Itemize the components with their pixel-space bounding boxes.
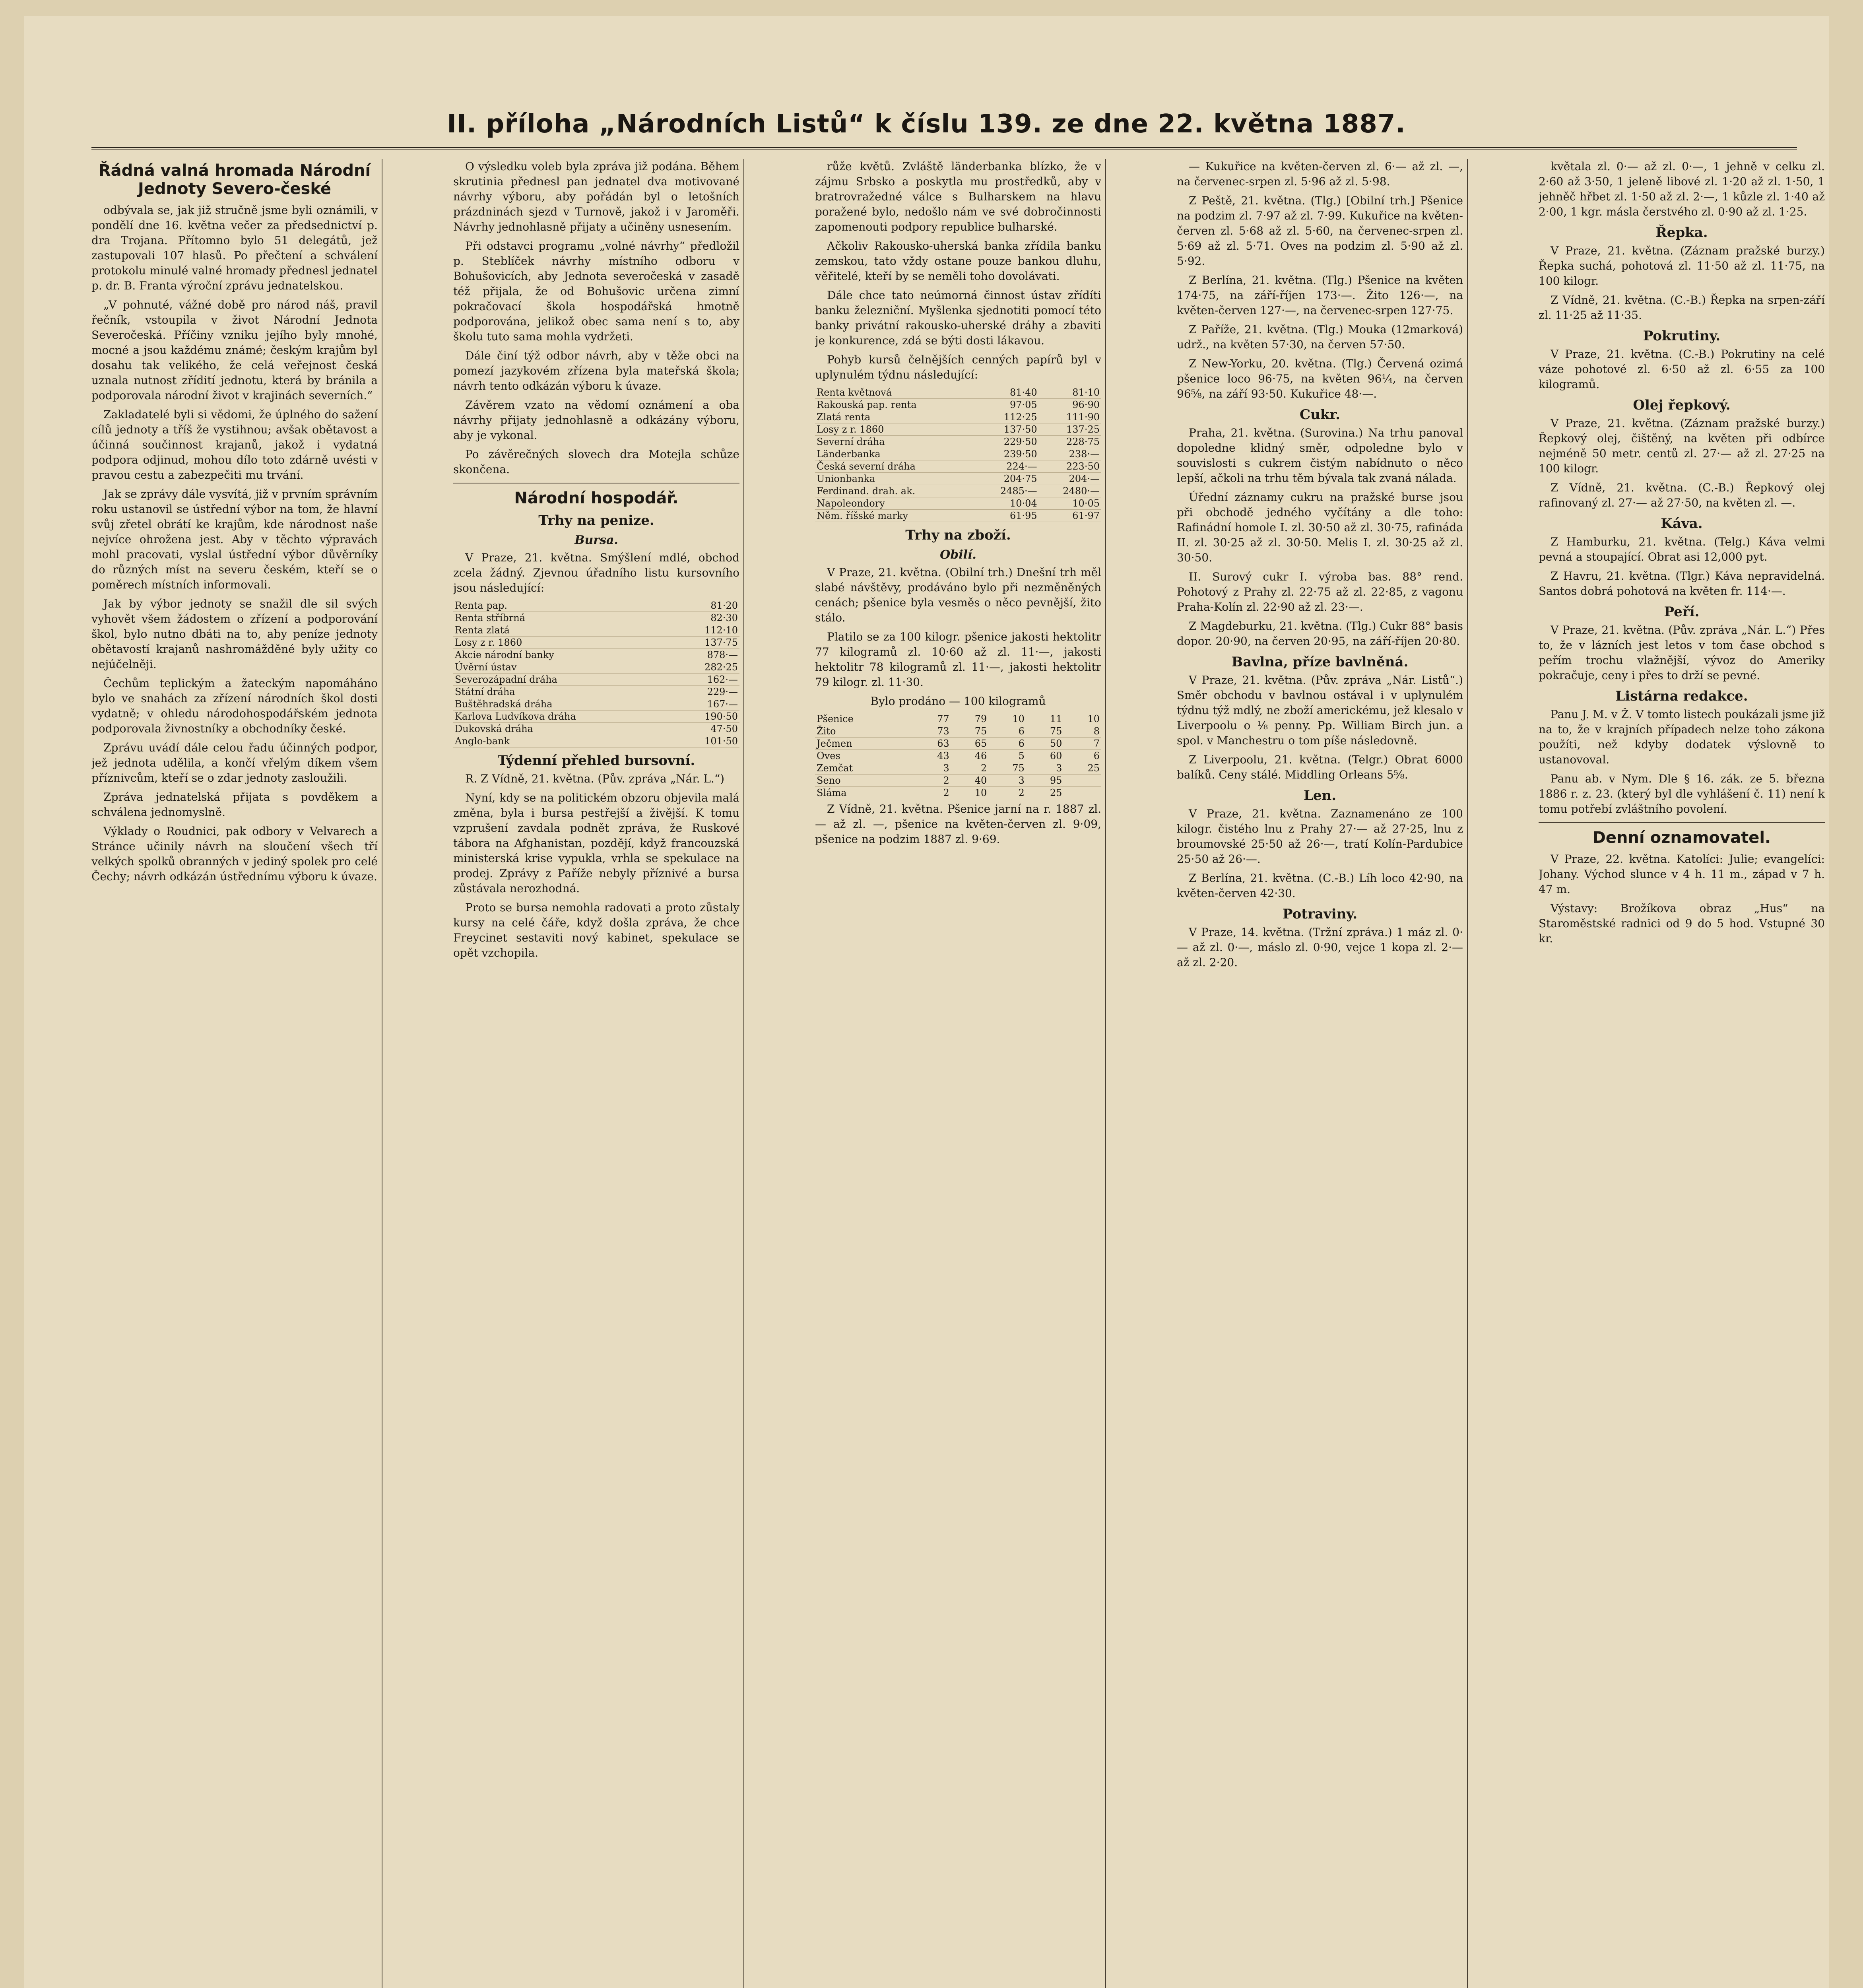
table-caption: Bylo prodáno — 100 kilogramů	[870, 695, 1046, 708]
table-row: Buštěhradská dráha 167·—	[453, 698, 739, 711]
paragraph: Z Magdeburku, 21. května. (Tlg.) Cukr 88° basis dopor. 20·90, na červen 20·95, na září-říjen 20·80.	[1177, 619, 1463, 648]
section-heading: Olej řepkový.	[1633, 397, 1731, 413]
paragraph: V Praze, 21. května. (Obilní trh.) Dnešní trh měl slabé návštěvy, prodáváno bylo při nezměněných cenách; pšenice byla vesměs o něco pevnější, žito stálo.	[815, 566, 1101, 624]
table-row: Ferdinand. drah. ak. 2485·— 2480·—	[815, 485, 1101, 497]
paragraph: Z New-Yorku, 20. května. (Tlg.) Červená ozimá pšenice loco 96·75, na květen 96¼, na červen 96⅝, na září 93·50. Kukuřice 48·—.	[1177, 357, 1463, 400]
paragraph: Jak se zprávy dále vysvítá, již v prvním správním roku ustanovil se ústřední výbor na tom, že hlavní svůj zřetel obrátí ke krajům, kde národnost naše nejvíce ohrožena jest. Aby v těchto výpravách mohl pracovati, vyslal ústřední výbor důvěrníky do různých míst na severu českém, kteří se o poměrech místních informovali.	[91, 487, 378, 591]
paragraph: „V pohnuté, vážné době pro národ náš, pravil řečník, vstoupila v život Národní Jednota Severočeská. Příčiny vzniku jejího byly mnohé, mocné a jsou každému známé; českým krajům byl dosahu tak velikého, že celá veřejnost česká uznala nutnost zřídití jednotu, která by bránila a podporovala národní život v krajinách severních.“	[91, 298, 378, 402]
section-heading: Bavlna, příze bavlněná.	[1231, 654, 1409, 670]
grain-table	[815, 713, 1101, 799]
table-row: Anglo-bank 101·50	[453, 735, 739, 747]
paragraph: Z Vídně, 21. května. Pšenice jarní na r. 1887 zl. — až zl. —, pšenice na květen-červen zl. 9·09, pšenice na podzim 1887 zl. 9·69.	[815, 802, 1101, 846]
section-heading: Cukr.	[1300, 407, 1340, 423]
column-2	[453, 159, 739, 1988]
paragraph: Pohyb kursů čelnějších cenných papírů byl v uplynulém týdnu následující:	[815, 353, 1101, 381]
paragraph: Platilo se za 100 kilogr. pšenice jakosti hektolitr 77 kilogramů zl. 10·60 až zl. 11·—, jakosti hektolitr 78 kilogramů zl. 11·—, jakosti hektolitr 79 kilogr. zl. 11·30.	[815, 630, 1101, 689]
table-row: Severní dráha 229·50 228·75	[815, 436, 1101, 448]
table-row: Úvěrní ústav 282·25	[453, 661, 739, 674]
paragraph: Panu J. M. v Ž. V tomto listech poukázali jsme již na to, že v krajních případech nelze toho zákona použíti, než kdyby dodatek výslovně to ustanovoval.	[1539, 708, 1825, 766]
masthead	[24, 16, 1829, 147]
table-row: Zemčat 3 2 75 3 25	[815, 762, 1101, 775]
table-row: Česká severní dráha 224·— 223·50	[815, 460, 1101, 473]
paragraph: R. Z Vídně, 21. května. (Pův. zpráva „Nár. L.“)	[465, 772, 725, 785]
paragraph: II. Surový cukr I. výroba bas. 88° rend. Pohotový z Prahy zl. 22·75 až zl. 22·85, z vagonu Praha-Kolín zl. 22·90 až zl. 23·—.	[1177, 570, 1463, 613]
section-heading: Potraviny.	[1282, 906, 1358, 922]
subheading: Týdenní přehled bursovní.	[497, 753, 695, 769]
table-row: Renta zlatá 112·10	[453, 624, 739, 637]
paragraph: Z Paříže, 21. května. (Tlg.) Mouka (12marková) udrž., na květen 57·30, na červen 57·50.	[1177, 323, 1463, 351]
table-row: Ječmen 63 65 6 50 7	[815, 738, 1101, 750]
table-row: Karlova Ludvíkova dráha 190·50	[453, 711, 739, 723]
table-row: Oves 43 46 5 60 6	[815, 750, 1101, 762]
paragraph: Z Berlína, 21. května. (Tlg.) Pšenice na květen 174·75, na září-říjen 173·—. Žito 126·—, na květen-červen 127·—, na červenec-srpen 127·75.	[1177, 274, 1463, 317]
paragraph: Panu ab. v Nym. Dle § 16. zák. ze 5. března 1886 r. z. 23. (který byl dle vyhlášení č. 11) není k tomu potřebí zvláštního povolení.	[1539, 772, 1825, 815]
stock-table	[453, 600, 739, 747]
table-row: Sláma 2 10 2 25	[815, 787, 1101, 799]
paragraph: Zprávu uvádí dále celou řadu účinných podpor, jež jednota udělila, a končí vřelým díkem všem příznivcům, kteří se o zdar jednoty zasloužili.	[91, 741, 378, 784]
paragraph: Zakladatelé byli si vědomi, že úplného do sažení cílů jednoty a tříš že vystihnou; avšak obětavost a účinná součinnost krajanů, jakož i vydatná podpora odjinud, mohou dílo toto zdárně uvésti v pravou cestu a zabezpečiti mu trvání.	[91, 408, 378, 481]
section-heading: Pokrutiny.	[1643, 328, 1721, 344]
paragraph: V Praze, 21. května. (Záznam pražské burzy.) Řepkový olej, čištěný, na květen při odbírce nejméně 50 metr. centů zl. 27·— až zl. 27·25 na 100 kilogr.	[1539, 417, 1825, 475]
paragraph: V Praze, 21. května. (Pův. zpráva „Nár. Listů“.) Směr obchodu v bavlnou ostával i v uplynulém týdnu týž mdlý, ne zboží americkému, jež klesalo v Liverpoolu o ⅛ penny. Pp. William Birch jun. a spol. v Manchestru o tom píše následovně.	[1177, 674, 1463, 747]
paragraph: růže květů. Zvláště länderbanka blízko, že v zájmu Srbsko a poskytla mu prostředků, aby v bratrovražedné válce s Bulharskem na hlavu poražené bylo, nedošlo nám ve své dobročinnosti zapomenouti podpory republice bulharské.	[815, 160, 1101, 233]
section-heading: Národní hospodář.	[514, 489, 679, 507]
column-divider	[1467, 159, 1468, 1988]
section-rule	[1539, 822, 1825, 823]
article-heading: Řádná valná hromada Národní Jednoty Severo-české	[98, 161, 371, 198]
paragraph: Ačkoliv Rakousko-uherská banka zřídila banku zemskou, tato vždy ostane pouze bankou dluhu, věřitelé, kteří by se neměli toho dovolávati.	[815, 239, 1101, 283]
table-row: Unionbanka 204·75 204·—	[815, 473, 1101, 485]
paragraph: V Praze, 21. května. (C.-B.) Pokrutiny na celé váze pohotové zl. 6·50 až zl. 6·55 za 100 kilogramů.	[1539, 348, 1825, 391]
paragraph: Jak by výbor jednoty se snažil dle sil svých vyhovět všem žádostem o zřízení a podporování škol, bylo nutno dbáti na to, aby peníze jednoty obětavostí krajanů nashromážděné byly užity co nejúčelněji.	[91, 597, 378, 671]
column-5	[1539, 159, 1825, 1988]
section-heading: Len.	[1303, 788, 1337, 804]
table-row: Severozápadní dráha 162·—	[453, 674, 739, 686]
paragraph: Závěrem vzato na vědomí oznámení a oba návrhy přijaty jednohlasně a odkázány výboru, aby je vykonal.	[453, 398, 739, 442]
title-rule	[91, 147, 1797, 149]
paragraph: Po závěrečných slovech dra Motejla schůze skončena.	[453, 448, 739, 476]
paragraph: Dále činí týž odbor návrh, aby v těže obci na pomezí jazykovém zřízena byla mateřská škola; návrh tento odkázán výboru k úvaze.	[453, 349, 739, 392]
paragraph: květala zl. 0·— až zl. 0·—, 1 jehně v celku zl. 2·60 až 3·50, 1 jeleně libové zl. 1·20 až zl. 1·50, 1 jehněč hřbet zl. 1·50 až zl. 2·—, 1 kůzle zl. 1·40 až 2·00, 1 kgr. másla čerstvého zl. 0·90 až zl. 1·25.	[1539, 160, 1825, 218]
table-row: Rakouská pap. renta 97·05 96·90	[815, 399, 1101, 411]
newspaper-page	[24, 16, 1829, 1988]
paragraph: Proto se bursa nemohla radovati a proto zůstaly kursy na celé čáře, když došla zpráva, že chce Freycinet sestaviti nový kabinet, spekulace se opět vzchopila.	[453, 901, 739, 959]
paragraph: V Praze, 21. května. Zaznamenáno ze 100 kilogr. čistého lnu z Prahy 27·— až 27·25, lnu z broumovské 25·50 až 26·—, tratí Kolín-Pardubice 25·50 až 26·—.	[1177, 807, 1463, 866]
paragraph: odbývala se, jak již stručně jsme byli oznámili, v pondělí dne 16. května večer za předsednictví p. dra Trojana. Přítomno bylo 51 delegátů, jež zastupovali 107 hlasů. Po přečtení a schválení protokolu minulé valné hromady přednesl jednatel p. dr. B. Franta výroční zprávu jednatelskou.	[91, 204, 378, 292]
paragraph: V Praze, 14. května. (Tržní zpráva.) 1 máz zl. 0·— až zl. 0·—, máslo zl. 0·90, vejce 1 kopa zl. 2·— až zl. 2·20.	[1177, 926, 1463, 969]
paragraph: Z Vídně, 21. května. (C.-B.) Řepkový olej rafinovaný zl. 27·— až 27·50, na květen zl. —.	[1539, 481, 1825, 509]
table-row: Seno 2 40 3 95	[815, 775, 1101, 787]
subheading: Obilí.	[940, 548, 976, 562]
paragraph: Úřední záznamy cukru na pražské burse jsou při obchodě jedného vyčítány a dle toho: Rafinádní homole I. zl. 30·50 až zl. 30·75, rafináda II. zl. 30·25 až zl. 30·50. Melis I. zl. 30·25 až zl. 30·50.	[1177, 491, 1463, 564]
paragraph: Zpráva jednatelská přijata s povděkem a schválena jednomyslně.	[91, 790, 378, 819]
table-row: Pšenice 77 79 10 11 10	[815, 713, 1101, 725]
paragraph: V Praze, 22. května. Katolíci: Julie; evangelíci: Johany. Východ slunce v 4 h. 11 m., západ v 7 h. 47 m.	[1539, 852, 1825, 896]
burza-heading: Bursa.	[574, 533, 618, 547]
table-row: Státní dráha 229·—	[453, 686, 739, 698]
paragraph: V Praze, 21. května. Smýšlení mdlé, obchod zcela žádný. Zjevnou úřadního listu kursovního jsou následující:	[453, 551, 739, 594]
table-row: Akcie národní banky 878·—	[453, 649, 739, 661]
paragraph: Z Berlína, 21. května. (C.-B.) Líh loco 42·90, na květen-červen 42·30.	[1177, 872, 1463, 900]
section-heading: Káva.	[1661, 516, 1703, 532]
paragraph: Praha, 21. května. (Surovina.) Na trhu panoval dopoledne klidný směr, odpoledne bylo v souvislosti s cukrem čistým nabídnuto o něco lepší, ačkoli na trhu těm bývala tak zvaná nálada.	[1177, 426, 1463, 485]
paragraph: V Praze, 21. května. (Pův. zpráva „Nár. L.“) Přes to, že v lázních jest letos v tom čase obchod s peřím trochu vlažnější, vývoz do Ameriky pokračuje, ceny i přes to drží se pevné.	[1539, 623, 1825, 682]
table-row: Napoleondory 10·04 10·05	[815, 497, 1101, 510]
column-3	[815, 159, 1101, 1988]
paragraph: Při odstavci programu „volné návrhy“ předložil p. Steblíček návrhy místního odboru v Bohušovicích, aby Jednota severočeská v zasadě též přijala, že od Bohušovic určena zimní pokračovací škola hospodářská hmotně podporována, jelikož obec sama není s to, aby školu tuto sama mohla vydržeti.	[453, 239, 739, 343]
column-4	[1177, 159, 1463, 1988]
paragraph: Z Havru, 21. května. (Tlgr.) Káva nepravidelná. Santos dobrá pohotová na květen fr. 114·—.	[1539, 569, 1825, 598]
paragraph: Z Hamburku, 21. května. (Telg.) Káva velmi pevná a stoupající. Obrat asi 12,000 pyt.	[1539, 535, 1825, 563]
paragraph: Z Peště, 21. května. (Tlg.) [Obilní trh.] Pšenice na podzim zl. 7·97 až zl. 7·99. Kukuřice na květen-červen zl. 5·68 až zl. 5·60, na červenec-srpen zl. 5·69 až zl. 5·71. Oves na podzim zl. 5·90 až zl. 5·92.	[1177, 194, 1463, 268]
subheading: Trhy na penize.	[538, 513, 654, 528]
section-heading: Trhy na zboží.	[905, 527, 1011, 543]
section-heading: Peří.	[1664, 604, 1700, 620]
section-heading: Řepka.	[1655, 225, 1708, 241]
table-row: Renta stříbrná 82·30	[453, 612, 739, 624]
paragraph: O výsledku voleb byla zpráva již podána. Během skrutinia přednesl pan jednatel dva motivované návrhy výboru, aby pořádán byl o letošních prázdninách sjezd v Turnově, jakož i v Jaroměři. Návrhy jednohlasně přijaty a učiněny usnesením.	[453, 160, 739, 233]
paragraph: Dále chce tato neúmorná činnost ústav zřídíti banku železniční. Myšlenka sjednotiti pomocí této banky privátní rakousko-uherské dráhy a zbaviti je konkurence, zdá se býti dosti lákavou.	[815, 289, 1101, 347]
table-row: Losy z r. 1860 137·75	[453, 637, 739, 649]
paragraph: Z Liverpoolu, 21. května. (Telgr.) Obrat 6000 balíků. Ceny stálé. Middling Orleans 5⅝.	[1177, 753, 1463, 781]
weekly-table	[815, 386, 1101, 522]
paragraph: — Kukuřice na květen-červen zl. 6·— až zl. —, na červenec-srpen zl. 5·96 až zl. 5·98.	[1177, 160, 1463, 188]
section-heading: Denní oznamovatel.	[1592, 829, 1771, 847]
column-1	[91, 159, 378, 1988]
page-title: II. příloha „Národních Listů“ k číslu 139. ze dne 22. května 1887.	[447, 109, 1406, 139]
paragraph: V Praze, 21. května. (Záznam pražské burzy.) Řepka suchá, pohotová zl. 11·50 až zl. 11·75, na 100 kilogr.	[1539, 244, 1825, 287]
table-row: Renta pap. 81·20	[453, 600, 739, 612]
table-row: Zlatá renta 112·25 111·90	[815, 411, 1101, 423]
table-row: Losy z r. 1860 137·50 137·25	[815, 423, 1101, 436]
section-heading: Listárna redakce.	[1615, 688, 1748, 704]
paragraph: Z Vídně, 21. května. (C.-B.) Řepka na srpen-září zl. 11·25 až 11·35.	[1539, 293, 1825, 322]
paragraph: Výstavy: Brožíkova obraz „Hus“ na Staroměstské radnici od 9 do 5 hod. Vstupné 30 kr.	[1539, 902, 1825, 945]
table-row: Něm. říšské marky 61·95 61·97	[815, 510, 1101, 522]
table-row: Renta květnová 81·40 81·10	[815, 386, 1101, 399]
table-row: Länderbanka 239·50 238·—	[815, 448, 1101, 460]
table-row: Žito 73 75 6 75 8	[815, 725, 1101, 738]
column-divider	[1105, 159, 1106, 1988]
table-row: Dukovská dráha 47·50	[453, 723, 739, 735]
paragraph: Nyní, kdy se na politickém obzoru objevila malá změna, byla i bursa pestřejší a živější. K tomu vzprušení zavdala podnět zpráva, že Ruskové tábora na Afghanistan, pozdějí, když francouzská ministerská krise vypukla, vrhla se spekulace na prodej. Zprávy z Paříže nebyly příznivé a bursa zůstávala nerozhodná.	[453, 791, 739, 895]
paragraph: Čechům teplickým a žateckým napomáháno bylo ve snahách za zřízení národních škol dosti vydatně; v ohledu národohospodářském jednota podporovala živnostníky a obchodníky české.	[91, 677, 378, 735]
paragraph: Výklady o Roudnici, pak odbory v Velvarech a Stránce učinily návrh na sloučení všech tří velkých spolků obranných v jediný spolek pro celé Čechy; návrh odkázán ústřednímu výboru k úvaze.	[91, 825, 378, 883]
column-divider	[743, 159, 744, 1988]
